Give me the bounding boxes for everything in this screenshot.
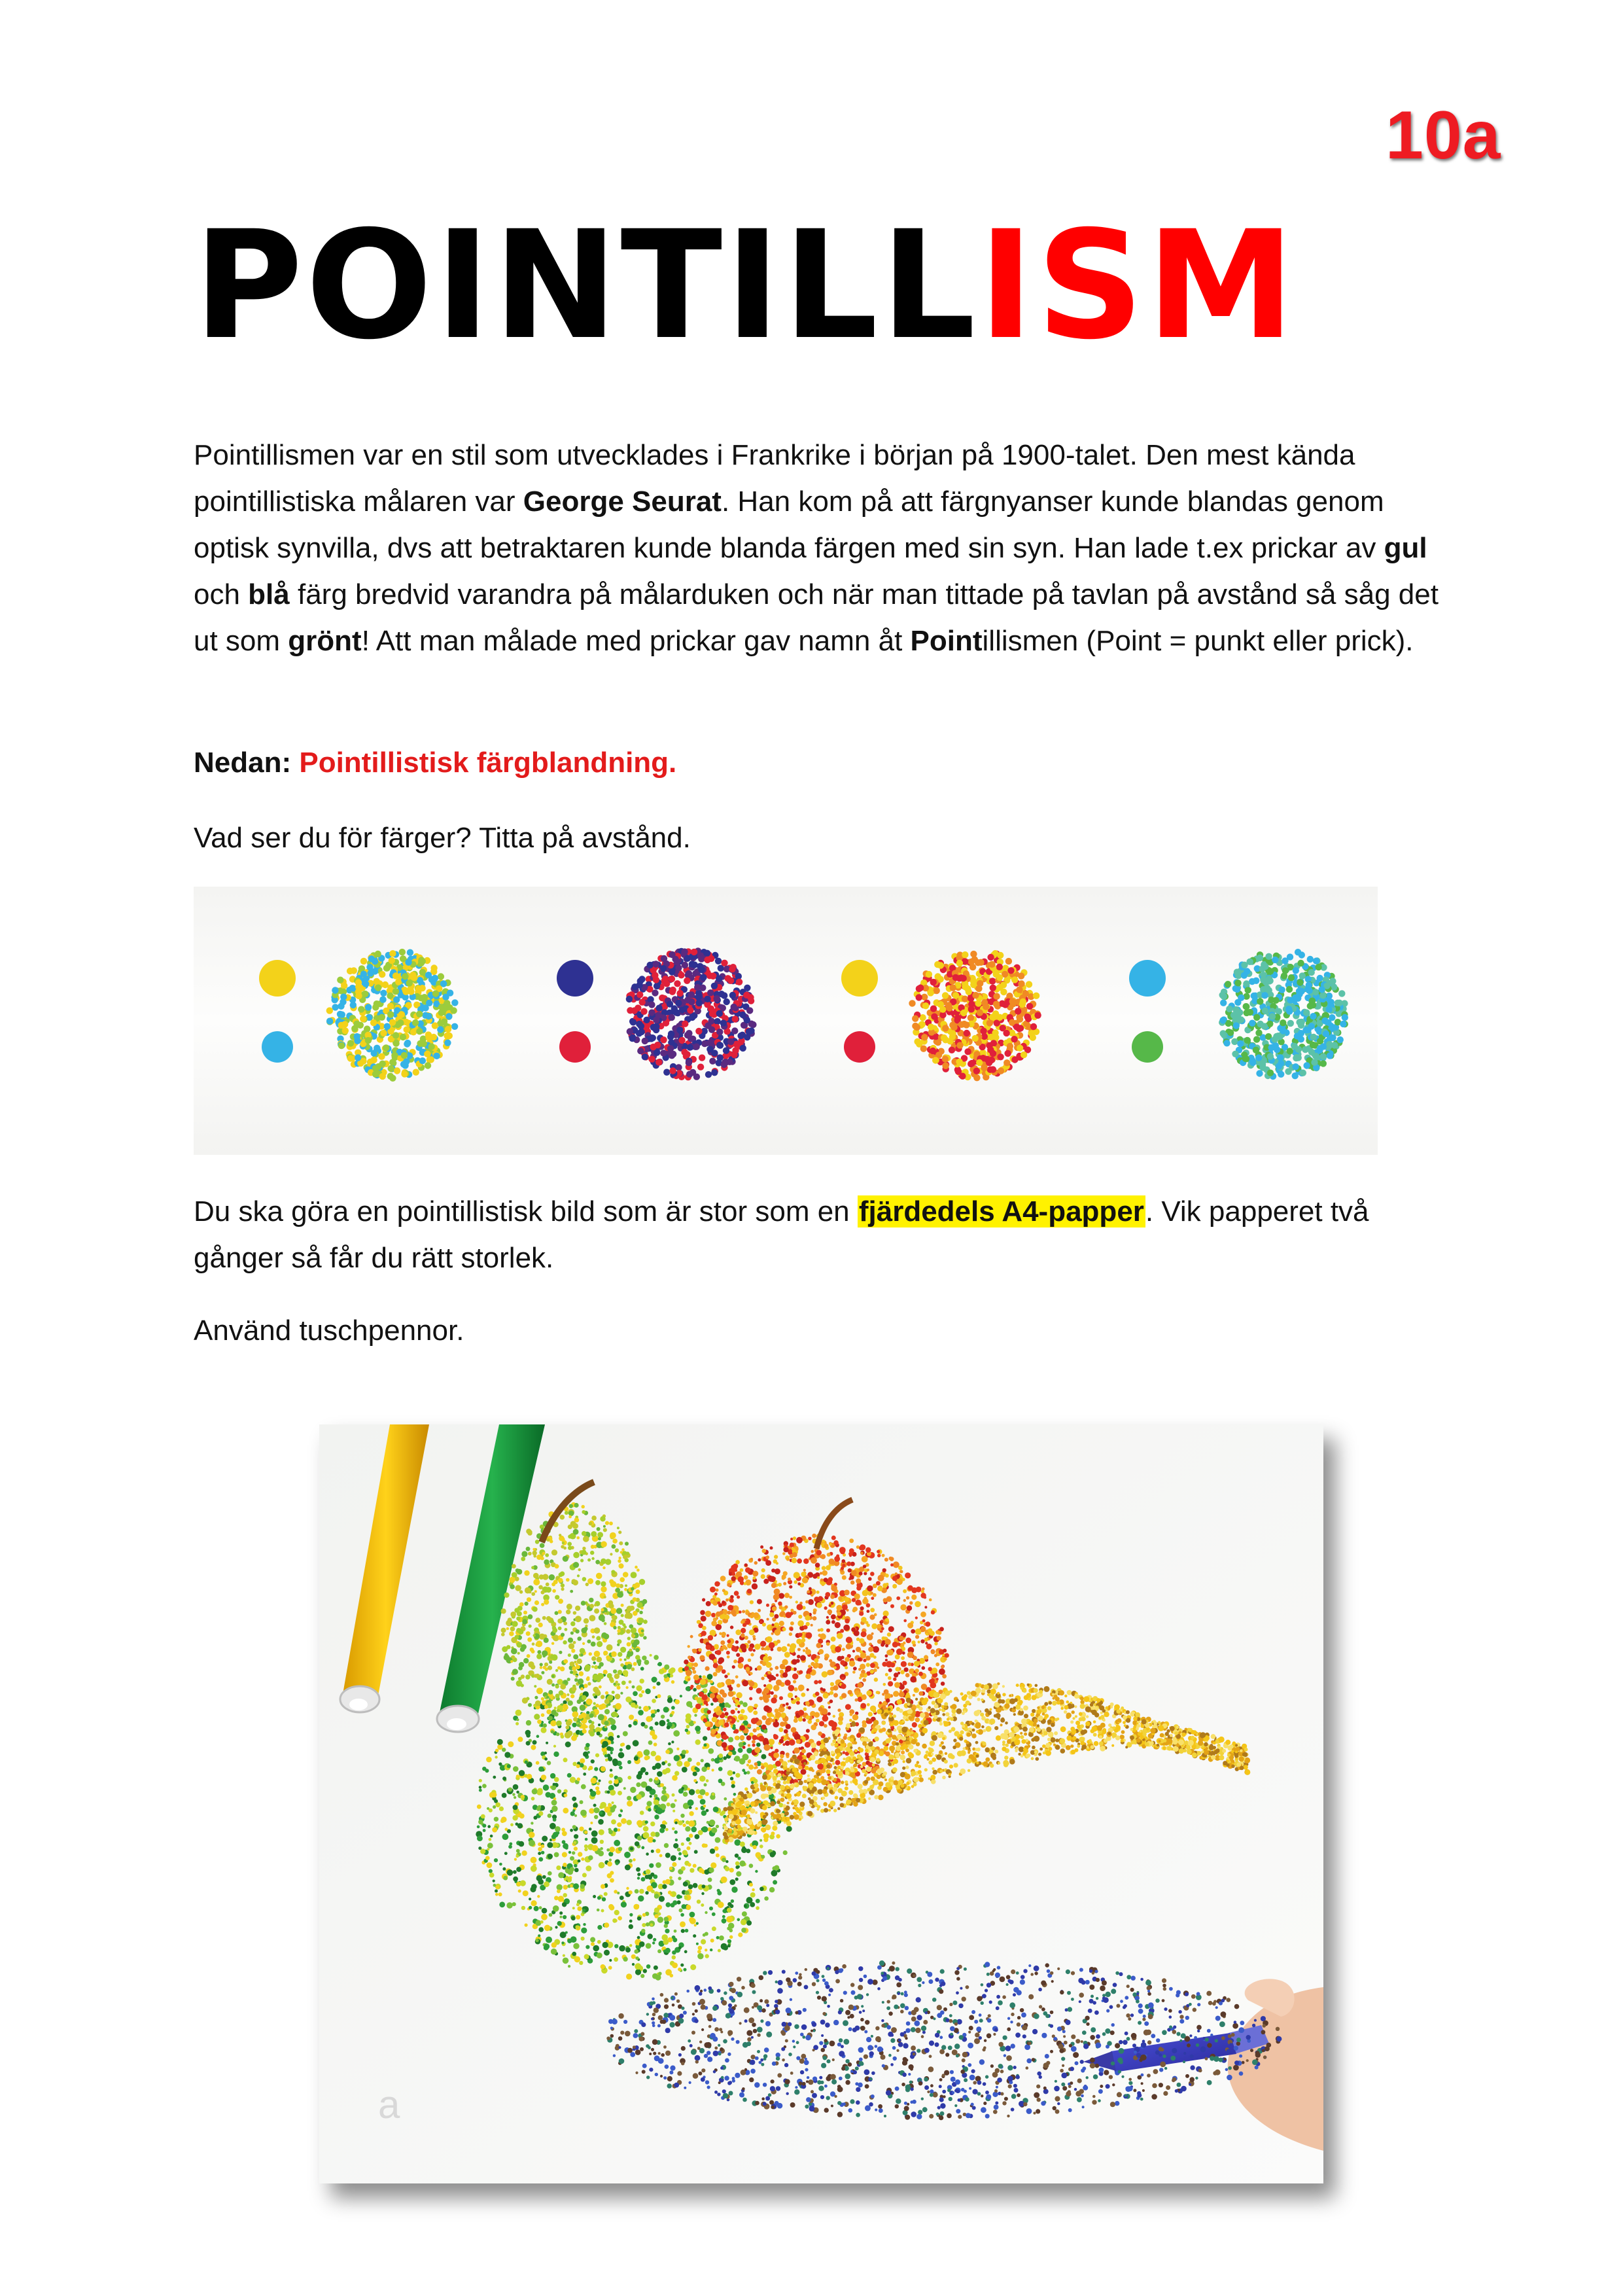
intro-text: färg bredvid varandra på målarduken och när man tittade på tavlan på avstånd så såg det ut som bbox=[194, 578, 1439, 657]
color-sample-dot bbox=[1129, 960, 1166, 997]
title-part-black: POINTILL bbox=[194, 198, 979, 372]
color-sample-dot bbox=[259, 960, 296, 997]
word-blue: blå bbox=[248, 578, 290, 610]
color-mixing-image bbox=[194, 887, 1378, 1155]
intro-text: . Han kom på att färgnyanser kunde blandas genom optisk synvilla, dvs att betraktaren kunde blanda färgen med sin syn. Han lade t.ex prickar av bbox=[194, 486, 1384, 564]
page-title bbox=[194, 198, 1298, 372]
word-yellow: gul bbox=[1384, 532, 1427, 564]
nedan-caption-text: Pointillistisk färgblandning. bbox=[299, 747, 677, 779]
title-part-red: ISM bbox=[978, 198, 1298, 372]
instructions-text: . Vik papperet två gånger så får du rätt storlek. bbox=[194, 1195, 1369, 1274]
word-green: grönt bbox=[288, 625, 362, 657]
question-text: Vad ser du för färger? Titta på avstånd. bbox=[194, 822, 691, 854]
nedan-label: Nedan: bbox=[194, 747, 292, 779]
intro-text: illismen (Point = punkt eller prick). bbox=[982, 625, 1414, 657]
color-sample-dot bbox=[557, 960, 593, 997]
page-number: 10a bbox=[1386, 97, 1501, 173]
intro-paragraph bbox=[194, 432, 1450, 664]
color-sample-dot bbox=[844, 1031, 875, 1063]
color-sample-dot bbox=[841, 960, 878, 997]
watermark: a bbox=[378, 2083, 400, 2127]
highlighted-size: fjärdedels A4-papper bbox=[858, 1195, 1144, 1227]
color-sample-dot bbox=[262, 1031, 293, 1063]
pointillism-fruit-photo bbox=[319, 1424, 1323, 2183]
word-point: Point bbox=[910, 625, 983, 657]
intro-text: och bbox=[194, 578, 249, 610]
nedan-caption bbox=[194, 739, 1450, 786]
instructions-text: Du ska göra en pointillistisk bild som är stor som en bbox=[194, 1195, 858, 1227]
tools-text: Använd tuschpennor. bbox=[194, 1315, 464, 1347]
color-sample-dot bbox=[559, 1031, 591, 1063]
artist-name: George Seurat bbox=[523, 486, 722, 518]
instructions-paragraph bbox=[194, 1188, 1450, 1281]
intro-text: Pointillismen var en stil som utvecklades i Frankrike i början på 1900-talet. Den mest kända pointillistiska målaren var bbox=[194, 439, 1355, 518]
intro-text: ! Att man målade med prickar gav namn åt bbox=[361, 625, 911, 657]
color-sample-dot bbox=[1132, 1031, 1163, 1063]
